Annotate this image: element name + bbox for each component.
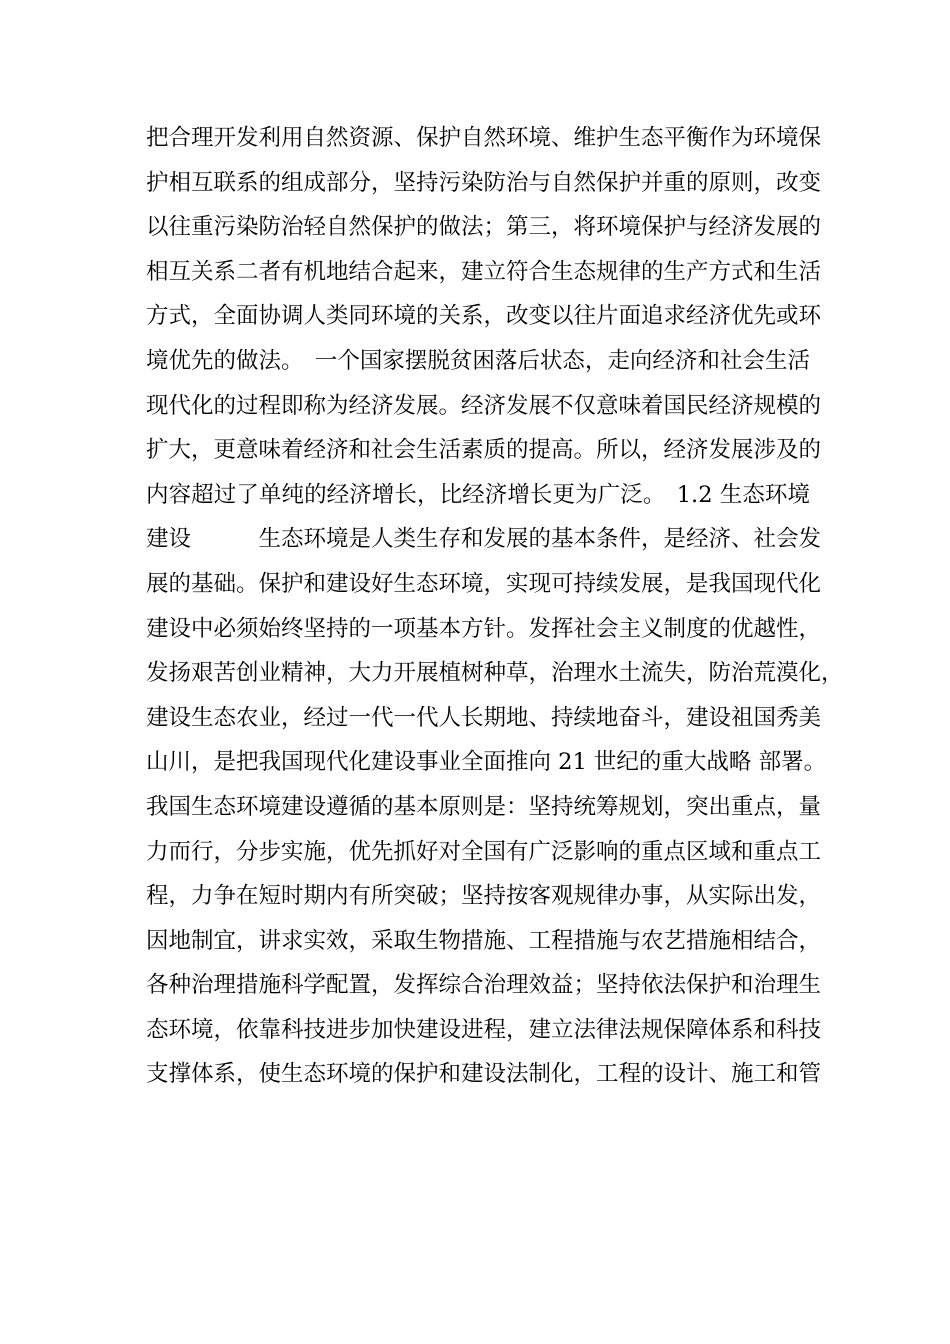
text-line: 内容超过了单纯的经济增长，比经济增长更为广泛。 1.2 生态环境 — [146, 481, 810, 508]
body-text — [146, 116, 844, 1097]
text-line: 现代化的过程即称为经济发展。经济发展不仅意味着国民经济规模的 — [146, 392, 822, 419]
text-line: 我国生态环境建设遵循的基本原则是：坚持统筹规划，突出重点，量 — [146, 793, 822, 820]
text-line: 力而行，分步实施，优先抓好对全国有广泛影响的重点区域和重点工 — [146, 838, 822, 865]
text-line: 以往重污染防治轻自然保护的做法；第三，将环境保护与经济发展的 — [146, 214, 822, 241]
text-line: 扩大，更意味着经济和社会生活素质的提高。所以，经济发展涉及的 — [146, 437, 822, 464]
text-line: 相互关系二者有机地结合起来，建立符合生态规律的生产方式和生活 — [146, 258, 822, 285]
text-line: 建设 生态环境是人类生存和发展的基本条件，是经济、社会发 — [146, 526, 822, 553]
text-line: 展的基础。保护和建设好生态环境，实现可持续发展，是我国现代化 — [146, 570, 822, 597]
text-line: 态环境，依靠科技进步加快建设进程，建立法律法规保障体系和科技 — [146, 1016, 822, 1043]
text-line: 支撑体系，使生态环境的保护和建设法制化，工程的设计、施工和管 — [146, 1061, 822, 1088]
text-line: 境优先的做法。 一个国家摆脱贫困落后状态，走向经济和社会生活 — [146, 347, 810, 374]
text-line: 护相互联系的组成部分，坚持污染防治与自然保护并重的原则，改变 — [146, 169, 822, 196]
text-line: 建设中必须始终坚持的一项基本方针。发挥社会主义制度的优越性， — [146, 615, 822, 642]
text-line: 各种治理措施科学配置，发挥综合治理效益；坚持依法保护和治理生 — [146, 972, 822, 999]
text-line: 因地制宜，讲求实效，采取生物措施、工程措施与农艺措施相结合， — [146, 927, 822, 954]
text-line: 方式，全面协调人类同环境的关系，改变以往片面追求经济优先或环 — [146, 303, 822, 330]
text-line: 山川，是把我国现代化建设事业全面推向 21 世纪的重大战略 部署。 — [146, 749, 827, 776]
text-line: 建设生态农业，经过一代一代人长期地、持续地奋斗，建设祖国秀美 — [146, 704, 822, 731]
text-line: 发扬艰苦创业精神，大力开展植树种草，治理水土流失，防治荒漠化， — [146, 660, 844, 687]
text-line: 把合理开发利用自然资源、保护自然环境、维护生态平衡作为环境保 — [146, 125, 822, 151]
text-line: 程，力争在短时期内有所突破；坚持按客观规律办事，从实际出发， — [146, 883, 822, 910]
